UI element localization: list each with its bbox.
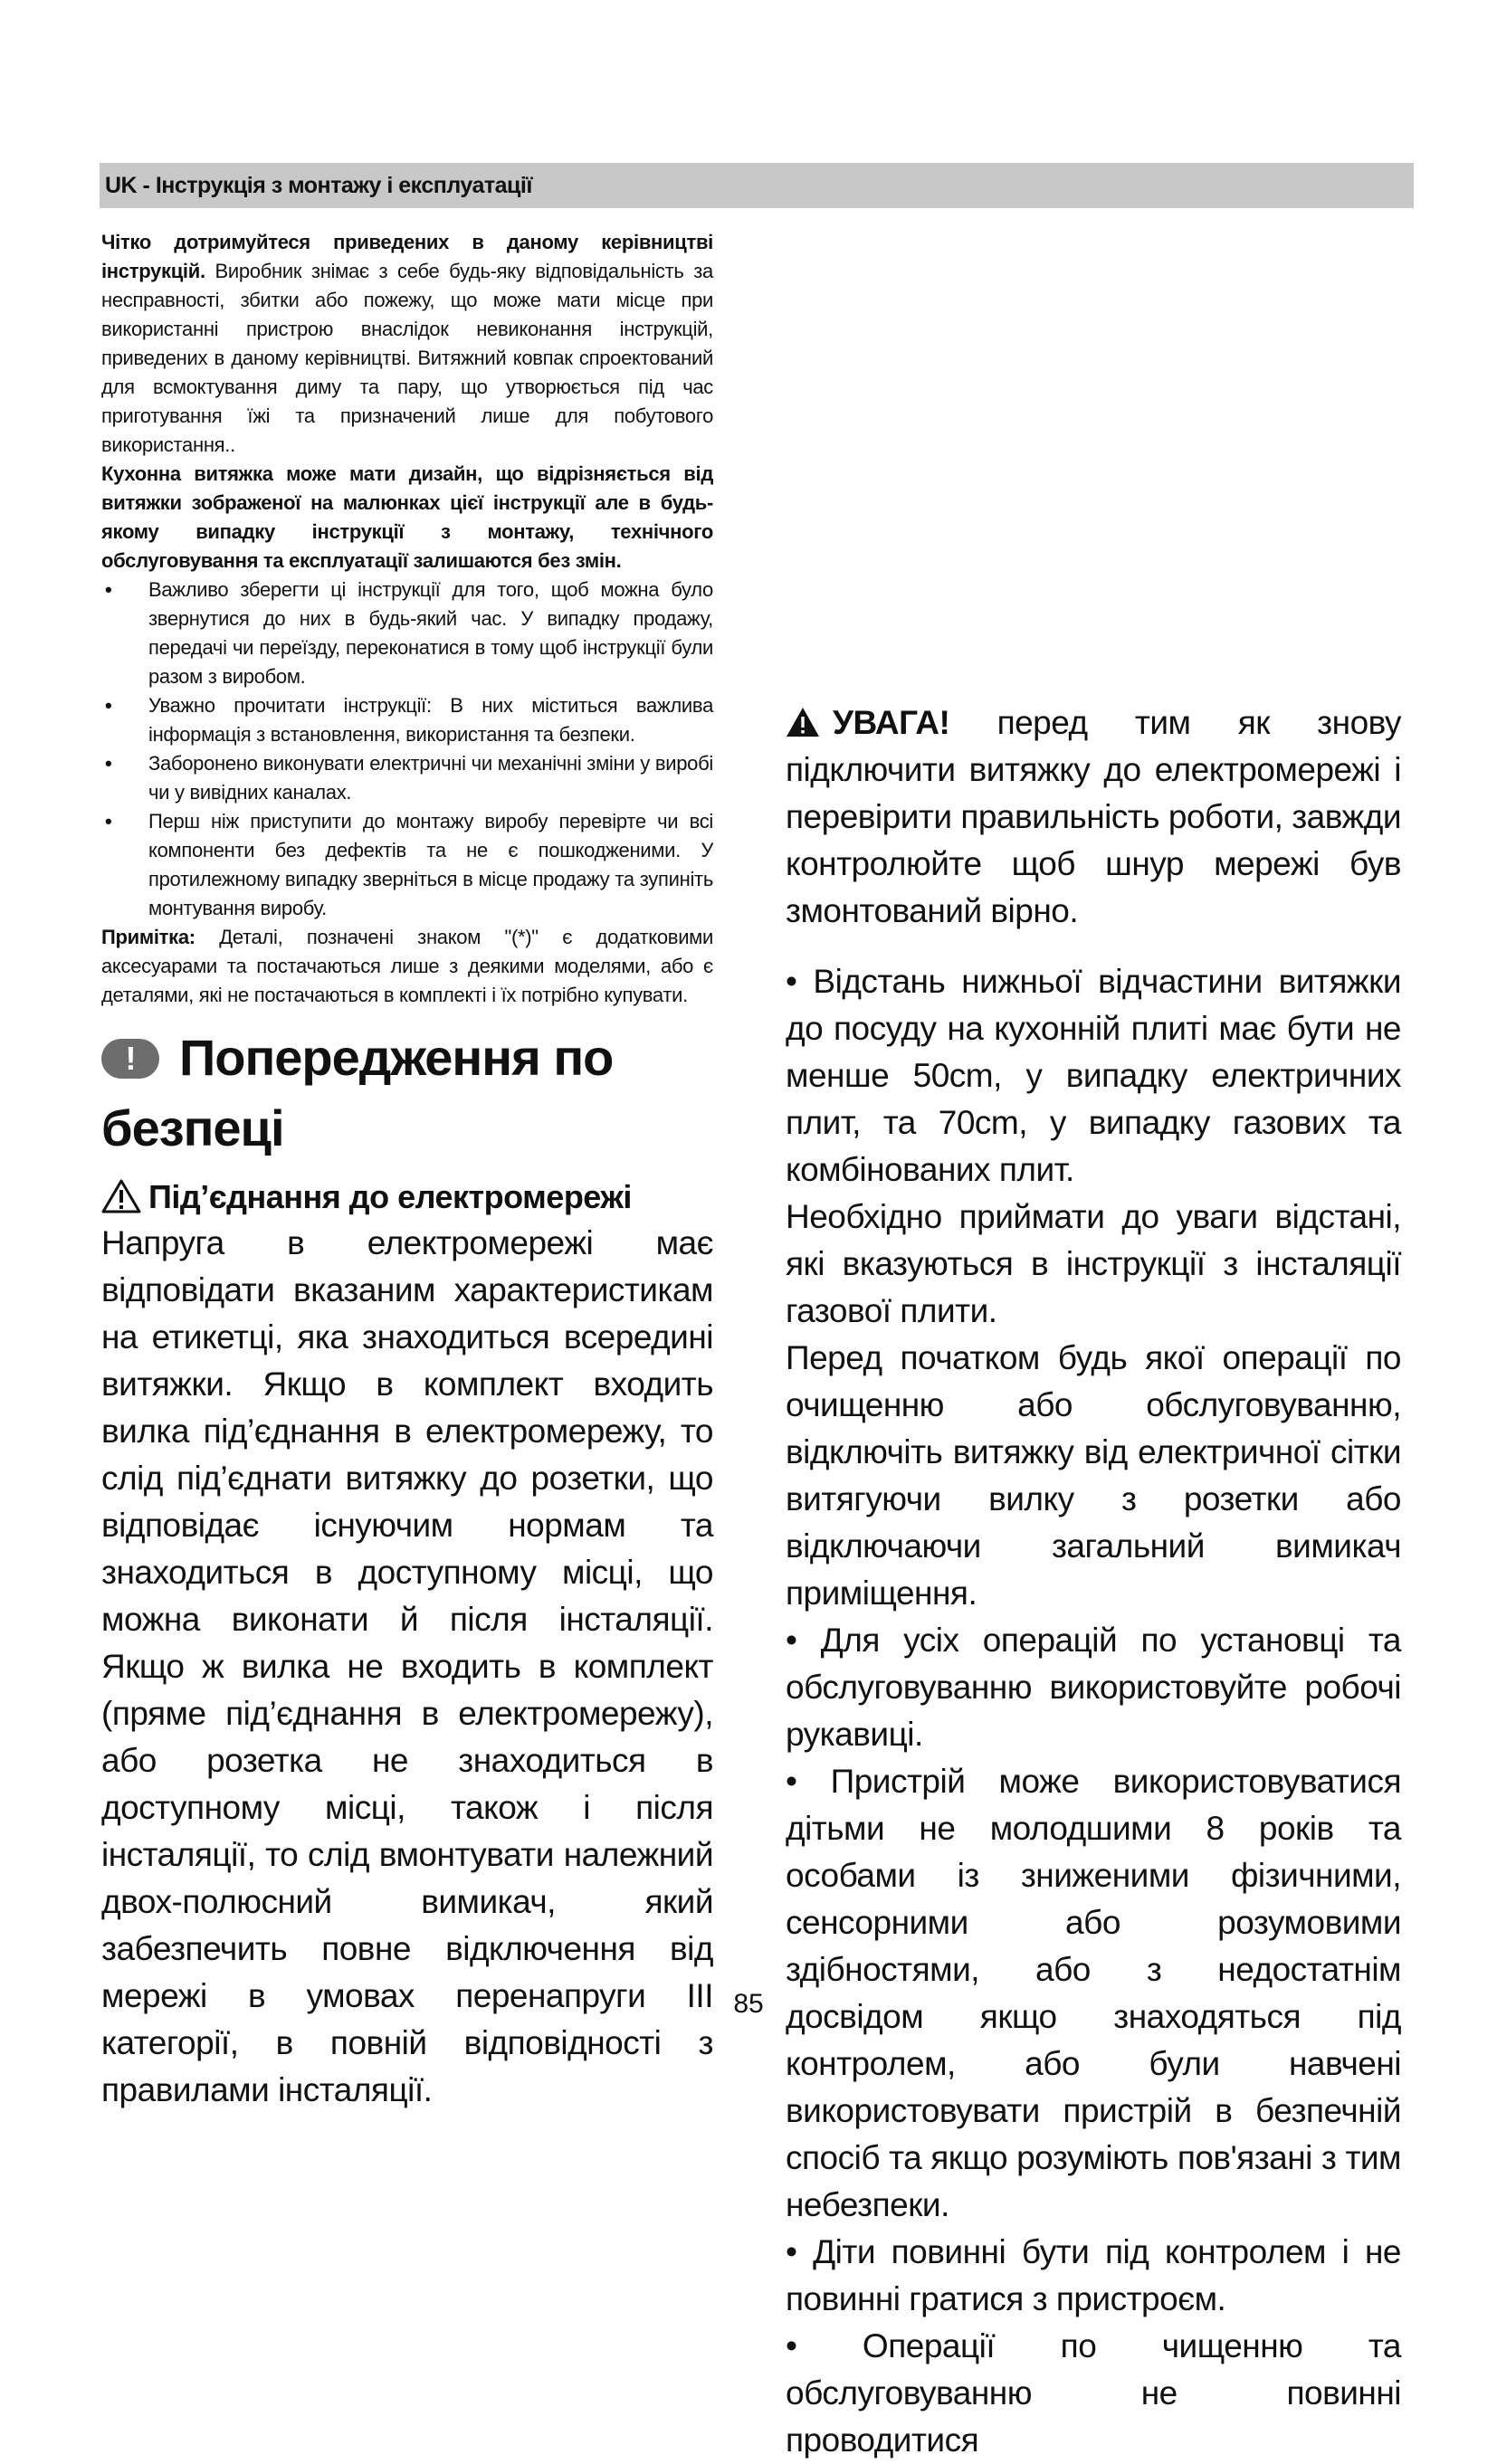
warning-triangle-icon — [786, 707, 820, 737]
electrical-paragraph: Напруга в електромережі має відповідати вказаним характеристикам на етикетці, яка знаходиться всередині витяжки. Якщо в комплект входить вилка під’єднання в електромережу, то слід під’єднати витяжку до розетки, що відповідає існуючим нормам та знаходиться в доступному місці, що можна виконати й після інсталяції. Якщо ж вилка не входить в комплект (пряме під’єднання в електромережу), або розетка не знаходиться в доступному місці, також і після інсталяції, то слід вмонтувати належний двох-полюсний вимикач, який забезпечить повне відключення від мережі в умовах перенапруги III категорії, в повній відповідності з правилами інсталяції. — [101, 1224, 713, 2108]
safety-heading-text: Попередження по безпеці — [101, 1029, 614, 1156]
distance-paragraph: • Відстань нижньої відчастини витяжки до посуду на кухонній плиті має бути не менше 50cm, у випадку електричних плит, та 70cm, у випадку газових та комбінованих плит. — [786, 963, 1401, 1188]
note-label: Примітка: — [101, 926, 195, 948]
warning-label: УВАГА! — [833, 704, 950, 741]
list-item: • Перш ніж приступити до монтажу виробу перевірте чи всі компоненти без дефектів та не є пошкодженими. У протилежному випадку зверніться в місце продажу та зупиніть монтування виробу. — [101, 807, 713, 923]
children-paragraph: • Пристрій може використовуватися дітьми не молодшими 8 років та особами із зниженими фізичними, сенсорними або розумовими здібностями, або з недостатнім досвідом якщо знаходяться під контролем, або були навчені використовувати пристрій в безпечній спосіб та якщо розуміють пов'язані з тим небезпеки. — [786, 1763, 1401, 2223]
list-item: • Заборонено виконувати електричні чи механічні зміни у виробі чи у вивідних каналах. — [101, 749, 713, 807]
play-paragraph: • Діти повинні бути під контролем і не повинні гратися з пристроєм. — [786, 2233, 1401, 2317]
note-paragraph — [101, 923, 713, 1010]
gas-paragraph: Необхідно приймати до уваги відстані, які вказуються в інструкції з інсталяції газової плити. — [786, 1198, 1401, 1329]
electrical-paragraph-left — [101, 1220, 713, 2114]
right-column — [786, 231, 1401, 2464]
electrical-subheading-text: Під’єднання до електромережі — [148, 1178, 632, 1215]
cleaning-paragraph: Перед початком будь якої операції по очищенню або обслуговуванню, відключіть витяжку від електричної сітки витягуючи вилку з розетки або відключаючи загальний вимикач приміщення. — [786, 1339, 1401, 1612]
intro-paragraph-2: Кухонна витяжка може мати дизайн, що відрізняється від витяжки зображеної на малюнках цієї інструкції але в будь-якому випадку інструкції з монтажу, технічного обслуговування та експлуатації залишаются без змін. — [101, 462, 713, 572]
warning-triangle-outline-icon — [101, 1179, 141, 1213]
warning-paragraph — [786, 699, 1401, 935]
page-number: 85 — [733, 1989, 764, 2019]
operations-paragraph: • Операції по чищенню та обслуговуванню не повинні проводитися — [786, 2327, 1401, 2459]
intro-text: Виробник знімає з себе будь-яку відповідальність за несправності, збитки або пожежу, що може мати місце при використанні пристрою внаслідок невиконання інструкцій, приведених в даному керівництві. Витяжний ковпак спроектований для всмоктування диму та пару, що утворюється під час приготування їжі та призначений лише для побутового використання.. — [101, 260, 713, 456]
gloves-paragraph: • Для усіх операцій по установці та обслуговуванню використовуйте робочі рукавиці. — [786, 1622, 1401, 1753]
intro-block — [101, 228, 713, 1010]
section-header-bar: UK - Інструкція з монтажу і експлуатації — [100, 163, 1414, 208]
electrical-subheading — [101, 1175, 713, 1220]
safety-heading — [101, 1023, 713, 1164]
list-item: • Важливо зберегти ці інструкції для того, щоб можна було звернутися до них в будь-який час. У випадку продажу, передачі чи переїзду, переконатися в тому щоб інструкції були разом з виробом. — [101, 576, 713, 691]
intro-bold-lead: Чітко дотримуйтеся приведених в даному керівництві інструкцій. — [101, 231, 713, 282]
intro-bullet-list — [101, 576, 713, 923]
warning-text: перед тим як знову підключити витяжку до електромережі і перевірити правильність роботи, завжди контролюйте щоб шнур мережі був змонтований вірно. — [786, 704, 1401, 929]
left-column — [101, 228, 713, 2114]
note-text: Деталі, позначені знаком "(*)" є додатковими аксесуарами та постачаються лише з деякими моделями, або є деталями, які не постачаються в комплекті і їх потрібно купувати. — [101, 926, 713, 1006]
list-item: • Уважно прочитати інструкції: В них міститься важлива інформація з встановлення, використання та безпеки. — [101, 691, 713, 749]
warning-badge-icon: ! — [101, 1039, 159, 1079]
intro-paragraph-1 — [101, 228, 713, 460]
